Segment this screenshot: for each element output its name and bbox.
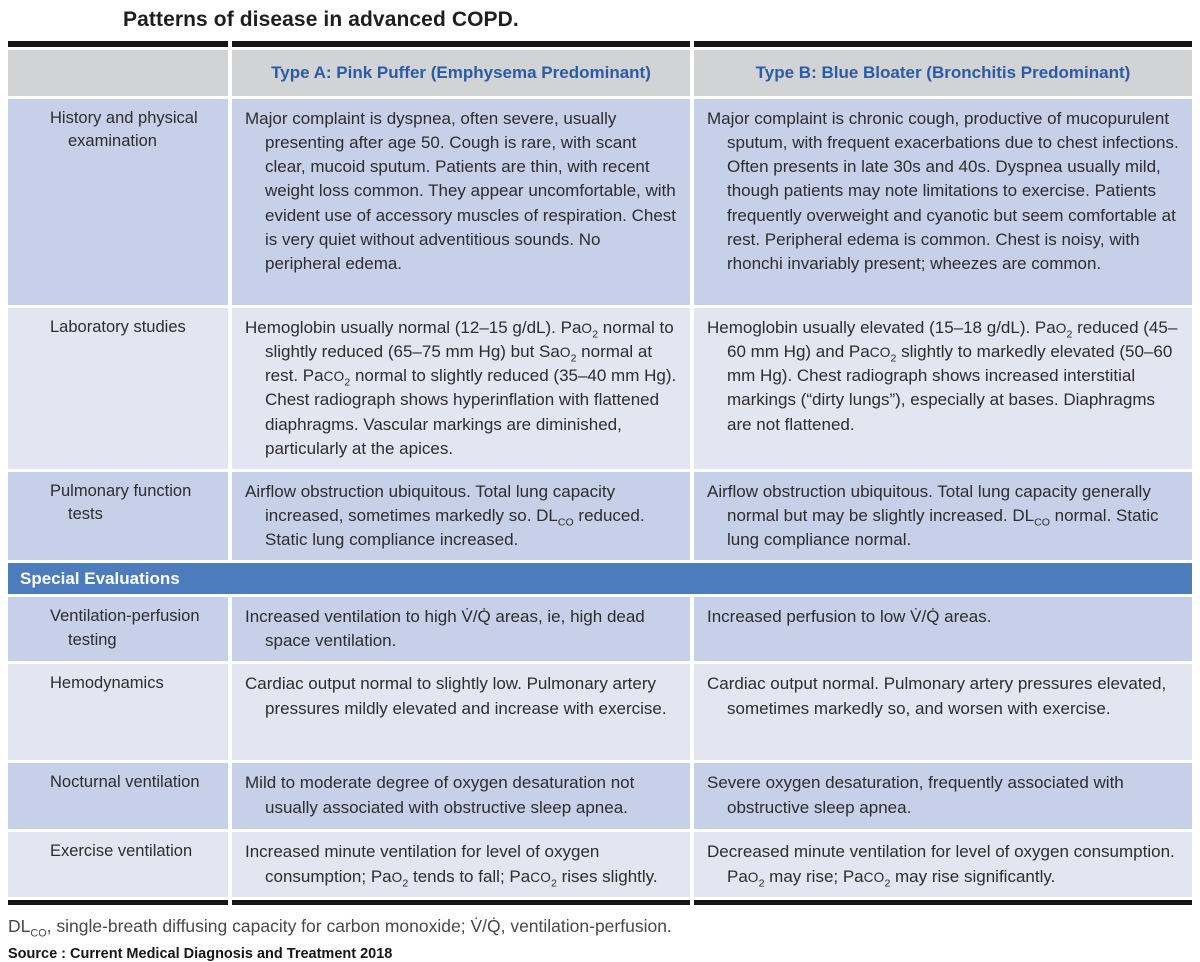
cell-nocturnal-type-b: Severe oxygen desaturation, frequently associated with obstructive sleep apnea.	[694, 763, 1192, 829]
row-label-nocturnal-ventilation: Nocturnal ventilation	[8, 763, 228, 829]
column-header-empty	[8, 50, 228, 96]
cell-vq-type-b: Increased perfusion to low V̇/Q̇ areas.	[694, 597, 1192, 661]
cell-exercise-type-a: Increased minute ventilation for level of oxygen consumption; PaO$_2$ tends to fall; PaCO$_2$ rises slightly.	[232, 832, 690, 896]
row-label-ventilation-perfusion: Ventilation-perfusion testing	[8, 597, 228, 661]
column-header-type-a: Type A: Pink Puffer (Emphysema Predominant)	[232, 50, 690, 96]
cell-pulmonary-type-a: Airflow obstruction ubiquitous. Total lung capacity increased, sometimes markedly so. $DL_{CO}$ reduced. Static lung compliance increased.	[232, 472, 690, 560]
top-rule-segment	[232, 41, 690, 47]
cell-nocturnal-type-a: Mild to moderate degree of oxygen desaturation not usually associated with obstructive sleep apnea.	[232, 763, 690, 829]
section-header-special-evaluations: Special Evaluations	[8, 563, 1192, 594]
cell-vq-type-a: Increased ventilation to high V̇/Q̇ areas, ie, high dead space ventilation.	[232, 597, 690, 661]
cell-pulmonary-type-b: Airflow obstruction ubiquitous. Total lung capacity generally normal but may be slightly increased. $DL_{CO}$ normal. Static lung compliance normal.	[694, 472, 1192, 560]
cell-exercise-type-b: Decreased minute ventilation for level of oxygen consumption. PaO$_2$ may rise; PaCO$_2$ may rise significantly.	[694, 832, 1192, 896]
top-rule-segment	[694, 41, 1192, 47]
footnote-abbreviations: $DL_{CO}$, single-breath diffusing capacity for carbon monoxide; V̇/Q̇, ventilation-perfusion.	[8, 915, 672, 940]
cell-hemodynamics-type-a: Cardiac output normal to slightly low. Pulmonary artery pressures mildly elevated and increase with exercise.	[232, 664, 690, 760]
cell-history-type-a: Major complaint is dyspnea, often severe, usually presenting after age 50. Cough is rare, with scant clear, mucoid sputum. Patients are thin, with recent weight loss common. They appear uncomfortable, with evident use of accessory muscles of respiration. Chest is very quiet without adventitious sounds. No peripheral edema.	[232, 99, 690, 305]
row-label-exercise-ventilation: Exercise ventilation	[8, 832, 228, 896]
bottom-rule-segment	[232, 900, 690, 905]
cell-laboratory-type-a: Hemoglobin usually normal (12–15 g/dL). PaO$_2$ normal to slightly reduced (65–75 mm Hg) but SaO$_2$ normal at rest. PaCO$_2$ normal to slightly reduced (35–40 mm Hg). Chest radiograph shows hyperinflation with flattened diaphragms. Vascular markings are diminished, particularly at the apices.	[232, 308, 690, 469]
row-label-laboratory-studies: Laboratory studies	[8, 308, 228, 469]
row-label-history-physical: History and physical examination	[8, 99, 228, 305]
copd-comparison-table	[8, 41, 1192, 905]
row-label-hemodynamics: Hemodynamics	[8, 664, 228, 760]
top-rule-segment	[8, 41, 228, 47]
table-title: Patterns of disease in advanced COPD.	[123, 8, 519, 31]
row-label-pulmonary-function: Pulmonary function tests	[8, 472, 228, 560]
source-line: Source : Current Medical Diagnosis and Treatment 2018	[8, 945, 393, 962]
copd-table-page	[0, 8, 1200, 961]
column-header-type-b: Type B: Blue Bloater (Bronchitis Predominant)	[694, 50, 1192, 96]
bottom-rule-segment	[694, 900, 1192, 905]
cell-laboratory-type-b: Hemoglobin usually elevated (15–18 g/dL). PaO$_2$ reduced (45–60 mm Hg) and PaCO$_2$ slightly to markedly elevated (50–60 mm Hg). Chest radiograph shows increased interstitial markings (“dirty lungs”), especially at bases. Diaphragms are not flattened.	[694, 308, 1192, 469]
bottom-rule-segment	[8, 900, 228, 905]
cell-hemodynamics-type-b: Cardiac output normal. Pulmonary artery pressures elevated, sometimes markedly so, and worsen with exercise.	[694, 664, 1192, 760]
cell-history-type-b: Major complaint is chronic cough, productive of mucopurulent sputum, with frequent exacerbations due to chest infections. Often presents in late 30s and 40s. Dyspnea usually mild, though patients may note limitations to exercise. Patients frequently overweight and cyanotic but seem comfortable at rest. Peripheral edema is common. Chest is noisy, with rhonchi invariably present; wheezes are common.	[694, 99, 1192, 305]
